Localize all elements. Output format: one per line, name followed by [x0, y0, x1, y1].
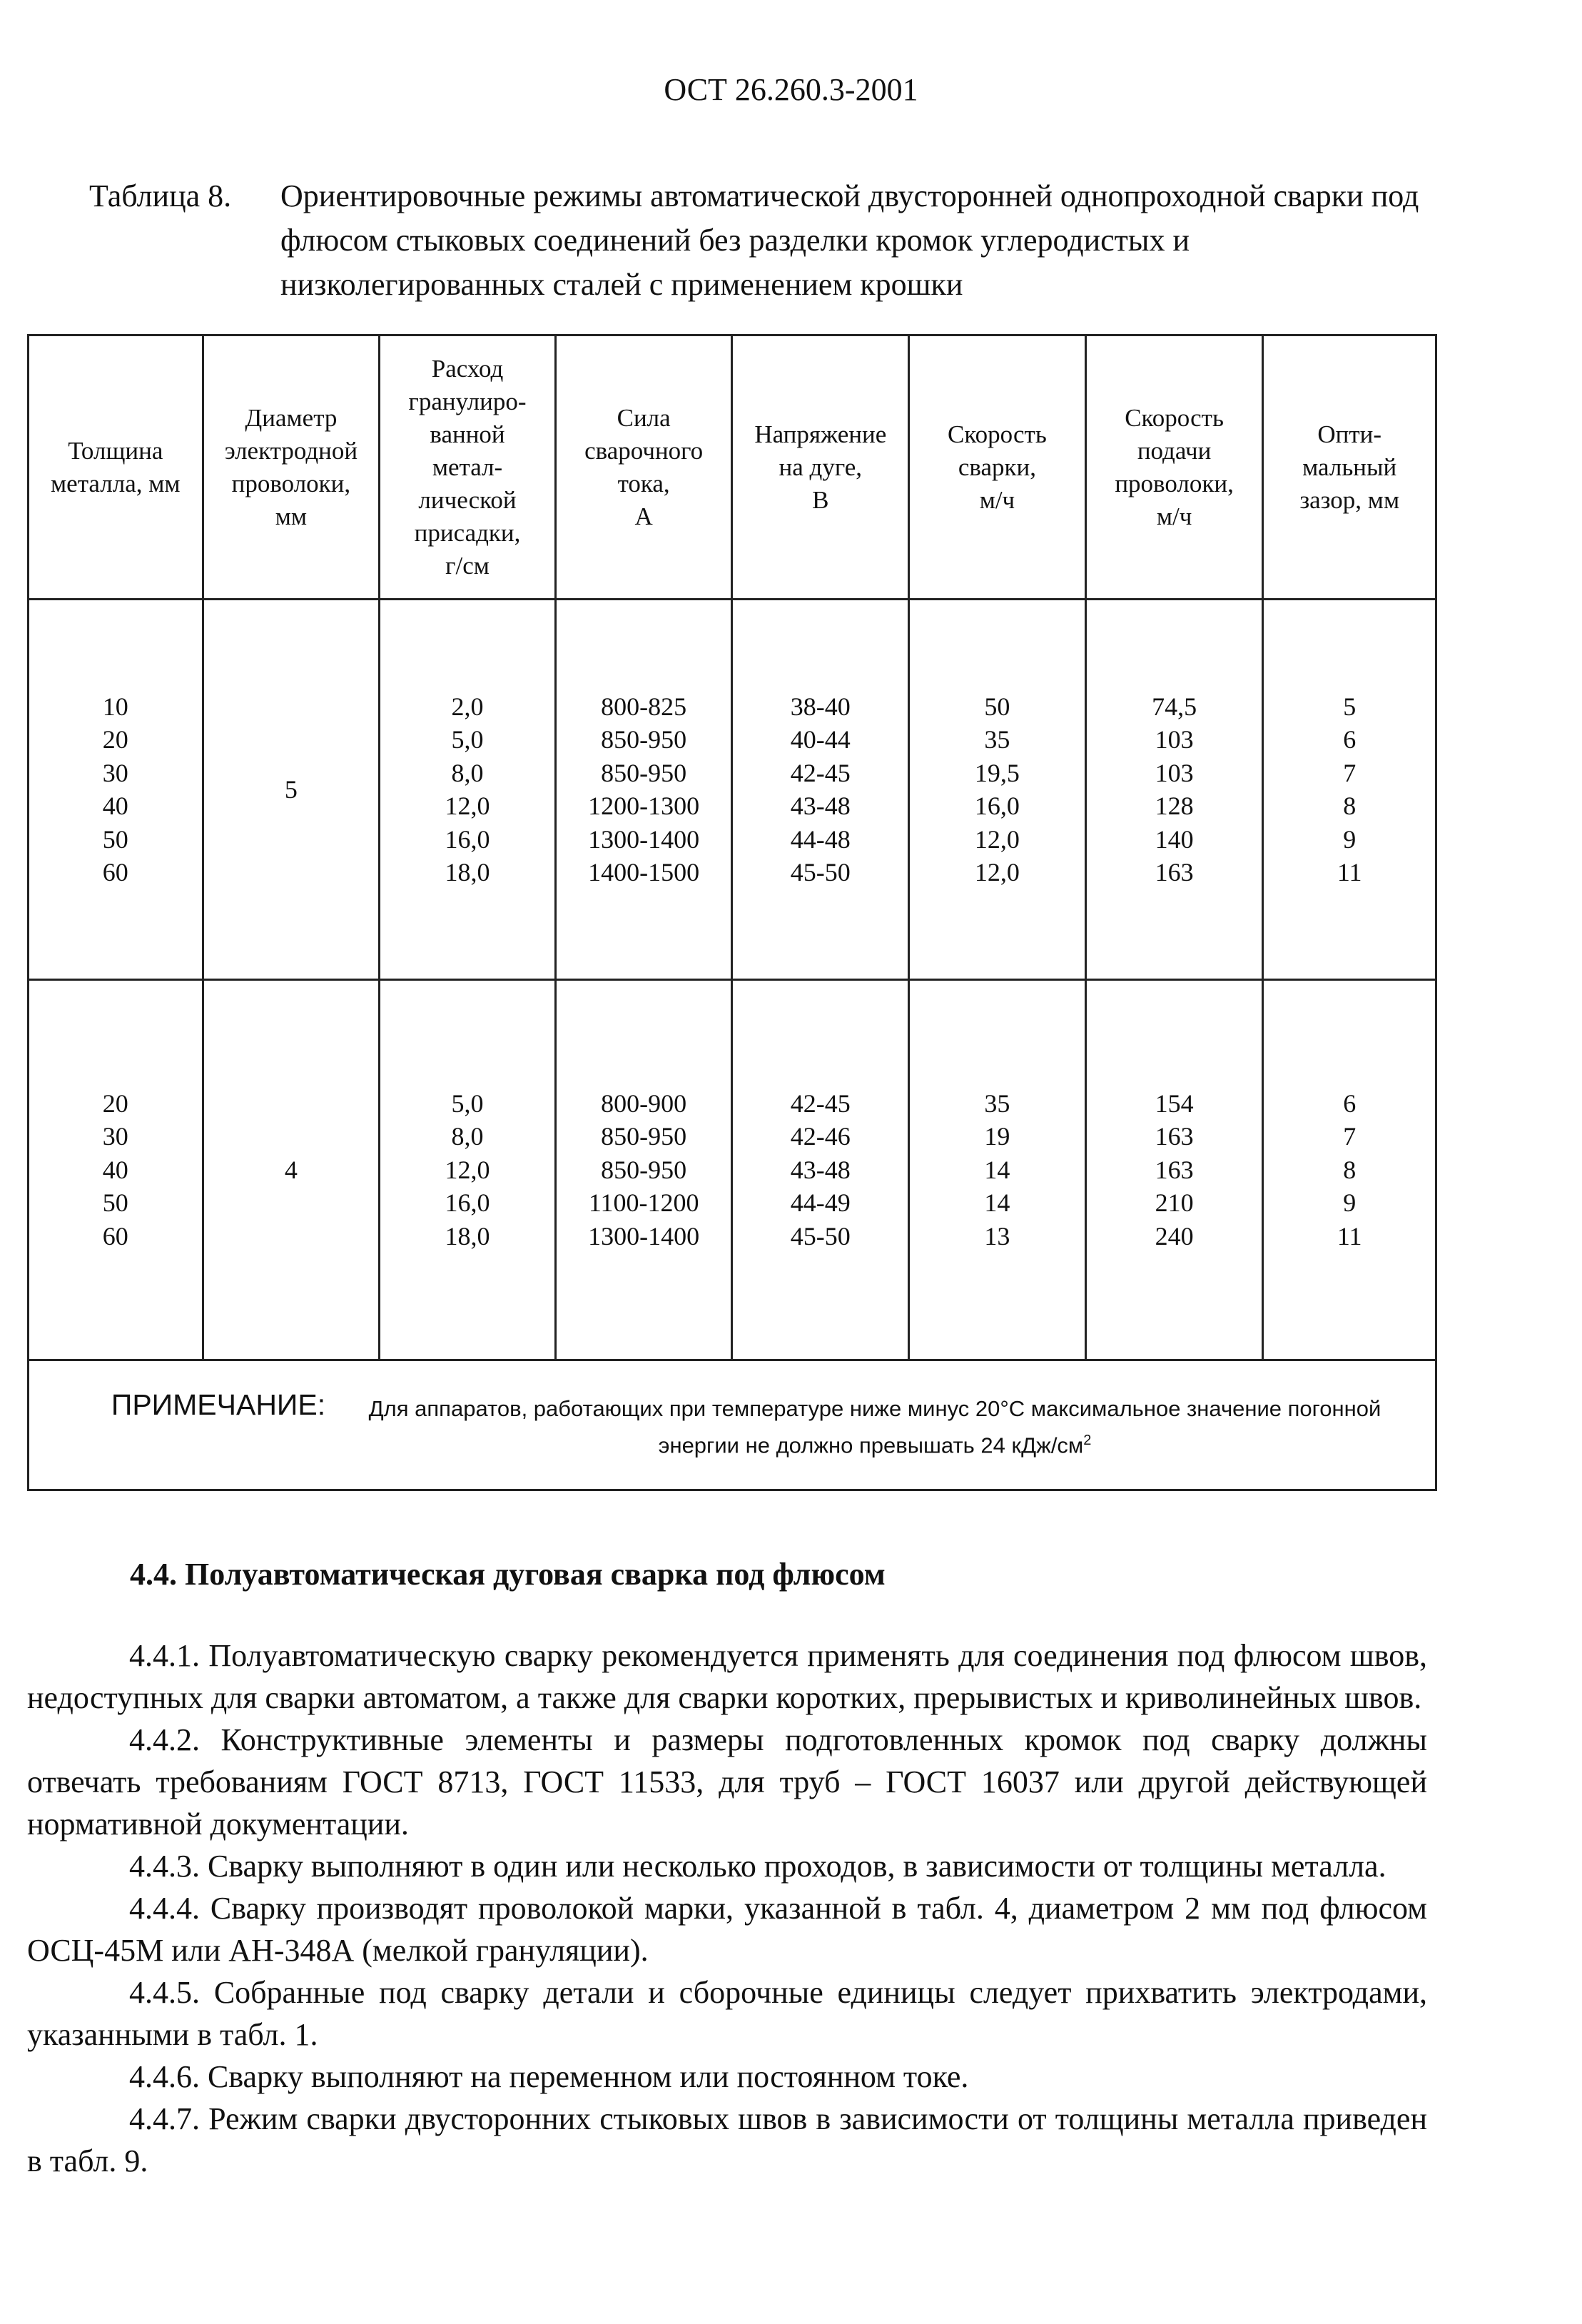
cell-gap — [1263, 600, 1436, 980]
header-welding-speed — [909, 335, 1086, 600]
header-line: А — [634, 502, 653, 530]
cell-value: 8 — [1343, 792, 1357, 820]
header-line: Толщина — [68, 436, 163, 465]
cell-value: 19,5 — [974, 758, 1020, 787]
cell-filler — [380, 980, 556, 1360]
section-body — [27, 1635, 1427, 2182]
cell-value: 5 — [284, 774, 298, 804]
header-line: Расход — [431, 354, 504, 383]
cell-feed-speed — [1085, 980, 1263, 1360]
cell-value: 5,0 — [451, 725, 484, 754]
header-line: м/ч — [979, 485, 1015, 514]
paragraph: 4.4.5. Собранные под сварку детали и сборочные единицы следует прихватить электродами, указанными в табл. 1. — [27, 1975, 1427, 2052]
cell-value: 45-50 — [790, 1221, 851, 1251]
cell-value: 163 — [1155, 1122, 1194, 1151]
header-line: г/см — [445, 551, 490, 580]
note-label: ПРИМЕЧАНИЕ: — [111, 1388, 326, 1422]
paragraph: 4.4.6. Сварку выполняют на переменном или постоянном токе. — [129, 2059, 969, 2094]
cell-value: 74,5 — [1152, 692, 1197, 721]
cell-feed-speed — [1085, 600, 1263, 980]
cell-filler — [380, 600, 556, 980]
table-row-group-wire-5mm — [29, 600, 1436, 980]
cell-value: 140 — [1155, 824, 1194, 854]
cell-value: 12,0 — [974, 858, 1020, 886]
header-wire-diameter — [203, 335, 380, 600]
table-title: Ориентировочные режимы автоматической двусторонней однопроходной сварки под флюсом стыковых соединений без разделки кромок углеродистых и низколегированных сталей с применением крошки — [280, 178, 1419, 302]
header-line: Скорость — [1125, 403, 1224, 432]
cell-value: 12,0 — [445, 792, 490, 820]
header-line: электродной — [224, 436, 358, 465]
note-superscript: 2 — [1083, 1433, 1092, 1449]
cell-value: 42-46 — [790, 1122, 851, 1151]
cell-thickness — [29, 600, 203, 980]
header-wire-feed-speed — [1085, 335, 1263, 600]
cell-value: 44-49 — [790, 1188, 851, 1218]
cell-value: 14 — [984, 1188, 1010, 1218]
cell-value: 38-40 — [790, 692, 851, 721]
header-line: Диаметр — [245, 403, 338, 432]
cell-value: 19 — [984, 1122, 1010, 1151]
cell-wire-diameter — [203, 980, 380, 1360]
cell-value: 18,0 — [445, 1221, 490, 1251]
cell-value: 8 — [1343, 1155, 1357, 1184]
cell-value: 12,0 — [974, 824, 1020, 854]
cell-value: 6 — [1343, 1088, 1357, 1118]
cell-value: 5,0 — [451, 1088, 484, 1118]
cell-value: 45-50 — [790, 858, 851, 886]
header-line: зазор, мм — [1299, 485, 1400, 514]
header-line: лической — [418, 485, 517, 514]
header-line: проволоки, — [231, 469, 351, 497]
cell-value: 40-44 — [790, 725, 851, 754]
cell-wire-diameter — [203, 600, 380, 980]
cell-welding-speed — [909, 980, 1086, 1360]
header-line: Сила — [617, 403, 671, 432]
cell-value: 850-950 — [601, 725, 687, 754]
cell-value: 163 — [1155, 1155, 1194, 1184]
cell-value: 8,0 — [451, 1122, 484, 1151]
paragraph: 4.4.1. Полуавтоматическую сварку рекомендуется применять для соединения под флюсом швов, недоступных для сварки автоматом, а также для сварки коротких, прерывистых и криволинейных швов. — [27, 1638, 1427, 1715]
section-heading: 4.4. Полуавтоматическая дуговая сварка под флюсом — [130, 1557, 886, 1592]
cell-value: 7 — [1343, 758, 1357, 787]
cell-value: 9 — [1343, 824, 1357, 854]
cell-value: 40 — [102, 1155, 128, 1184]
cell-value: 35 — [984, 725, 1010, 754]
table-label: Таблица 8. — [89, 178, 232, 213]
cell-thickness — [29, 980, 203, 1360]
cell-value: 8,0 — [451, 758, 484, 787]
cell-value: 40 — [102, 792, 128, 820]
cell-value: 13 — [984, 1221, 1010, 1251]
paragraph: 4.4.4. Сварку производят проволокой марки, указанной в табл. 4, диаметром 2 мм под флюсом ОСЦ-45М или АН-348А (мелкой грануляции). — [27, 1891, 1427, 1968]
cell-value: 1200-1300 — [588, 792, 700, 820]
header-metal-thickness — [29, 335, 203, 600]
cell-value: 154 — [1155, 1088, 1194, 1118]
note-body: Для аппаратов, работающих при температуре ниже минус 20°С максимальное значение погонной энергии не должно превышать 24 кДж/см — [368, 1396, 1381, 1458]
cell-value: 42-45 — [790, 758, 851, 787]
cell-value: 18,0 — [445, 858, 490, 886]
cell-current — [555, 600, 732, 980]
header-line: Напряжение — [754, 420, 887, 448]
cell-value: 850-950 — [601, 758, 687, 787]
header-filler-consumption — [380, 335, 556, 600]
cell-value: 9 — [1343, 1188, 1357, 1218]
header-line: м/ч — [1156, 502, 1192, 530]
cell-voltage — [732, 600, 909, 980]
cell-value: 43-48 — [790, 1155, 851, 1184]
cell-value: 14 — [984, 1155, 1010, 1184]
cell-value: 103 — [1155, 725, 1194, 754]
cell-value: 16,0 — [974, 792, 1020, 820]
cell-value: 20 — [102, 725, 128, 754]
cell-value: 60 — [102, 1221, 128, 1251]
cell-value: 850-950 — [601, 1155, 687, 1184]
cell-value: 1300-1400 — [588, 1221, 700, 1251]
cell-value: 11 — [1337, 858, 1362, 886]
header-line: мальный — [1302, 453, 1397, 481]
cell-value: 50 — [984, 692, 1010, 721]
welding-parameters-table — [27, 334, 1437, 1491]
header-line: В — [812, 485, 829, 514]
header-arc-voltage — [732, 335, 909, 600]
table-row-group-wire-4mm — [29, 980, 1436, 1360]
cell-value: 12,0 — [445, 1155, 490, 1184]
header-line: Опти- — [1317, 420, 1382, 448]
header-line: сварочного — [584, 436, 704, 465]
cell-current — [555, 980, 732, 1360]
cell-value: 800-825 — [601, 692, 687, 721]
cell-value: 20 — [102, 1088, 128, 1118]
cell-value: 210 — [1155, 1188, 1194, 1218]
table-header-row — [29, 335, 1436, 600]
header-line: присадки, — [414, 518, 521, 547]
cell-value: 7 — [1343, 1122, 1357, 1151]
cell-value: 240 — [1155, 1221, 1194, 1251]
cell-value: 5 — [1343, 692, 1357, 721]
cell-value: 43-48 — [790, 792, 851, 820]
header-line: мм — [275, 502, 308, 530]
header-line: метал- — [432, 453, 503, 481]
cell-value: 11 — [1337, 1221, 1362, 1251]
cell-value: 850-950 — [601, 1122, 687, 1151]
cell-value: 4 — [284, 1155, 298, 1184]
cell-value: 50 — [102, 824, 128, 854]
cell-value: 16,0 — [445, 824, 490, 854]
header-line: проволоки, — [1115, 469, 1234, 497]
header-line: металла, мм — [51, 469, 181, 497]
note-text — [361, 1388, 1389, 1461]
header-line: подачи — [1137, 436, 1212, 465]
cell-value: 6 — [1343, 725, 1357, 754]
cell-value: 30 — [102, 1122, 128, 1151]
paragraph: 4.4.2. Конструктивные элементы и размеры подготовленных кромок под сварку должны отвечать требованиям ГОСТ 8713, ГОСТ 11533, для труб – ГОСТ 16037 или другой действующей нормативной документации. — [27, 1722, 1427, 1841]
cell-value: 16,0 — [445, 1188, 490, 1218]
cell-value: 163 — [1155, 858, 1194, 886]
header-line: сварки, — [958, 453, 1036, 481]
header-welding-current — [555, 335, 732, 600]
table-note-cell — [29, 1360, 1436, 1490]
header-optimal-gap — [1263, 335, 1436, 600]
cell-welding-speed — [909, 600, 1086, 980]
cell-value: 30 — [102, 758, 128, 787]
cell-value: 50 — [102, 1188, 128, 1218]
cell-value: 2,0 — [451, 692, 484, 721]
header-line: Скорость — [948, 420, 1047, 448]
cell-gap — [1263, 980, 1436, 1360]
cell-value: 128 — [1155, 792, 1194, 820]
header-line: на дуге, — [779, 453, 863, 481]
cell-value: 44-48 — [790, 824, 851, 854]
cell-value: 1100-1200 — [588, 1188, 699, 1218]
cell-value: 800-900 — [601, 1088, 687, 1118]
cell-value: 60 — [102, 858, 128, 886]
paragraph: 4.4.3. Сварку выполняют в один или несколько проходов, в зависимости от толщины металла. — [129, 1849, 1386, 1884]
cell-value: 1400-1500 — [588, 858, 700, 886]
header-line: ванной — [430, 420, 505, 448]
cell-value: 42-45 — [790, 1088, 851, 1118]
header-line: гранулиро- — [408, 387, 527, 415]
cell-value: 10 — [102, 692, 128, 721]
table-note-row — [29, 1360, 1436, 1490]
header-line: тока, — [617, 469, 670, 497]
document-code: ОСТ 26.260.3-2001 — [664, 72, 918, 107]
paragraph: 4.4.7. Режим сварки двусторонних стыковых швов в зависимости от толщины металла приведен в табл. 9. — [27, 2101, 1427, 2178]
cell-voltage — [732, 980, 909, 1360]
cell-value: 35 — [984, 1088, 1010, 1118]
cell-value: 103 — [1155, 758, 1194, 787]
cell-value: 1300-1400 — [588, 824, 700, 854]
